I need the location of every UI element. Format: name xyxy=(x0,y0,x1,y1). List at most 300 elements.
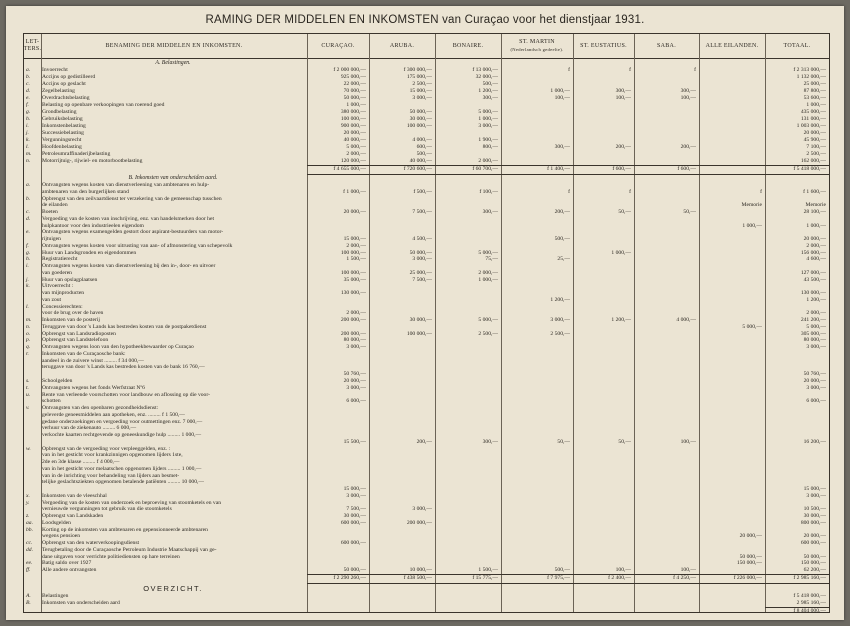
row-value: 4 000,— xyxy=(676,317,696,324)
row-value: 300,— xyxy=(554,144,570,150)
total-value: f 1 400,— xyxy=(547,166,570,172)
row-value: 7 500,— xyxy=(412,276,432,283)
row-value: 100,— xyxy=(680,95,696,101)
row-value: Memorie xyxy=(741,202,762,209)
row-value: 100 000,— xyxy=(406,330,432,337)
section-a-heading: A. Belastingen. xyxy=(155,60,191,66)
row-letter: i. xyxy=(26,263,29,270)
row-value: 2 000,— xyxy=(346,310,366,317)
row-letter: s. xyxy=(26,378,30,384)
row-letter: a. xyxy=(26,182,31,188)
row-value: f 100,— xyxy=(479,188,498,195)
row-value: f xyxy=(629,67,631,73)
overzicht-row xyxy=(24,593,829,600)
row-value: 20 000,— xyxy=(739,533,762,540)
row-value: 2 500,— xyxy=(412,81,432,87)
row-letter: c. xyxy=(26,209,30,216)
row-value: 6 000,— xyxy=(346,398,366,405)
row-description: Inkomstenbelasting xyxy=(42,123,86,129)
total-value: f 438 500,— xyxy=(403,575,432,581)
row-value: 3 000,— xyxy=(412,95,432,101)
total-value: f 226 000,— xyxy=(733,575,762,581)
header-curacao: CURAÇAO. xyxy=(321,42,355,49)
total-value: f 4 655 000,— xyxy=(333,166,366,172)
row-description: Ontvangsten wegens het fonds Werfstraat Nº6 xyxy=(42,384,145,391)
row-description: Successiebelasting xyxy=(42,130,84,136)
row-value: 2 500,— xyxy=(550,330,570,337)
row-value: 100,— xyxy=(680,438,696,445)
header-saba: SABA. xyxy=(656,42,676,49)
row-value: 15 000,— xyxy=(409,88,432,94)
row-description: ambtenaren van den burgerlijken stand xyxy=(42,188,129,195)
row-letter: b. xyxy=(26,74,31,80)
sum-rule xyxy=(307,174,829,175)
row-value: f xyxy=(760,188,762,195)
row-value: 5 000,— xyxy=(346,144,366,150)
row-description: Uitvoerrecht : xyxy=(42,283,74,290)
row-value: 50 000,— xyxy=(409,109,432,115)
table-row xyxy=(24,116,829,123)
row-description: Vergoeding van de kosten van inschrijving, enz. van handelsmerken door het xyxy=(42,215,215,222)
row-value: 32 000,— xyxy=(475,74,498,80)
row-value: 1 000,— xyxy=(550,88,570,94)
row-letter: w. xyxy=(26,445,31,452)
row-value: 600 000,— xyxy=(340,540,366,547)
table-row xyxy=(24,130,829,137)
row-description: Overdrachtsbelasting xyxy=(42,95,90,101)
row-description: Opbrengst van den waterverkoopingsdienst xyxy=(42,540,140,547)
row-description: van in de inrichting voor behandeling van lijders aan besmet- xyxy=(42,472,180,479)
row-letter: q. xyxy=(26,344,31,351)
row-letter: h. xyxy=(26,256,31,263)
row-value: 50 000,— xyxy=(409,249,432,256)
row-value: 62 200,— xyxy=(803,567,826,574)
row-description: Inkomsten van de Curaçaosche bank: xyxy=(42,350,126,357)
row-value: 156 000,— xyxy=(800,249,826,256)
row-value: 300,— xyxy=(680,88,696,94)
row-description: Inkomsten van onderscheiden aard xyxy=(42,600,120,606)
row-letter: j. xyxy=(26,276,29,283)
page-title: RAMING DER MIDDELEN EN INKOMSTEN van Curaçao voor het dienstjaar 1931. xyxy=(205,14,645,26)
row-value: 75,— xyxy=(485,256,498,263)
row-value: 175 000,— xyxy=(406,74,432,80)
table-row xyxy=(24,109,829,116)
row-value: 20 000,— xyxy=(803,378,826,384)
row-value: 7 100,— xyxy=(806,144,826,150)
row-description: van zout xyxy=(42,296,62,303)
row-value: 53 600,— xyxy=(803,95,826,101)
row-value: 1 003 000,— xyxy=(796,123,826,129)
row-value: 1 000,— xyxy=(806,102,826,108)
row-value: 16 200,— xyxy=(803,438,826,445)
row-value: 925 000,— xyxy=(340,74,366,80)
row-value: f xyxy=(629,188,631,195)
row-value: 3 000,— xyxy=(346,344,366,351)
row-value: 800,— xyxy=(482,144,498,150)
row-letter: f. xyxy=(26,102,29,108)
total-value: f 600,— xyxy=(677,166,696,172)
row-value: 5 000,— xyxy=(742,323,762,330)
row-letter: p. xyxy=(26,337,31,344)
row-value: 6 000,— xyxy=(806,398,826,405)
row-value: 200,— xyxy=(416,438,432,445)
row-description: Accijns op geslacht xyxy=(42,81,86,87)
header-st-martin-sub: (Nederlandsch gedeelte). xyxy=(510,47,564,52)
row-description: Opbrengst van Landsradioposten xyxy=(42,330,116,337)
table-row xyxy=(24,144,829,151)
row-value: f 2 313 000,— xyxy=(793,67,826,73)
row-description: Opbrengst van de vergoeding voor verpleeggelden, enz. : xyxy=(42,445,171,452)
row-value: 300,— xyxy=(482,209,498,216)
row-value: 1 000,— xyxy=(611,249,631,256)
row-letter: c. xyxy=(26,81,30,87)
row-value: 435 000,— xyxy=(800,109,826,115)
row-description: Opbrengst van Landskaden xyxy=(42,513,104,520)
row-value: 20 000,— xyxy=(343,209,366,216)
row-letter: u. xyxy=(26,391,31,398)
row-value: f xyxy=(694,67,696,73)
header-alle-eilanden: ALLE EILANDEN. xyxy=(705,42,759,49)
row-description: Opbrengst van den zeilvaartdienst ter verzekering van de gemeenschap tusschen xyxy=(42,195,222,202)
row-letter: m. xyxy=(26,317,32,324)
row-letter: ff. xyxy=(26,567,31,574)
table-row xyxy=(24,95,829,102)
header-aruba: ARUBA. xyxy=(389,42,415,49)
budget-table xyxy=(23,33,830,613)
row-value: 500,— xyxy=(416,151,432,157)
row-value: 100 000,— xyxy=(406,123,432,129)
row-value: 25 000,— xyxy=(803,81,826,87)
header-benaming: BENAMING DER MIDDELEN EN INKOMSTEN. xyxy=(105,42,243,49)
row-letter: k. xyxy=(26,283,30,290)
row-value: 2 000,— xyxy=(346,242,366,249)
row-value: 40 000,— xyxy=(343,137,366,143)
total-value: f 600,— xyxy=(612,166,631,172)
row-value: 300,— xyxy=(615,88,631,94)
row-description: Registratierecht xyxy=(42,256,78,263)
row-description: Teruggave van door 's Lands kas bestreden kosten van de postpaketdienst xyxy=(42,323,207,330)
row-value: f 2 000 000,— xyxy=(333,67,366,73)
row-description: Schoolgelden xyxy=(42,378,73,384)
row-value: 50,— xyxy=(618,209,631,216)
row-letter: l. xyxy=(26,303,29,310)
row-value: 20 000,— xyxy=(343,378,366,384)
row-value: f 1 000,— xyxy=(343,188,366,195)
row-letter: n. xyxy=(26,323,31,330)
table-row xyxy=(24,137,829,144)
row-description: Ontvangsten wegens kosten voor uitrusting van aan- of afmonstering van schepevolk xyxy=(42,242,233,249)
table-row xyxy=(24,151,829,158)
row-value: f 500,— xyxy=(413,188,432,195)
row-letter: z. xyxy=(26,513,30,520)
row-value: f 13 000,— xyxy=(472,67,498,73)
row-value: 130 000,— xyxy=(340,290,366,297)
row-description: teruggave van door 's Lands kas bestreden kosten van de bank 16 760,— xyxy=(42,364,205,371)
total-value: f 4 250,— xyxy=(673,575,696,581)
row-value: 3 000,— xyxy=(806,344,826,351)
row-value: 500,— xyxy=(554,236,570,243)
row-value: 1 000,— xyxy=(346,102,366,108)
row-value: 162 000,— xyxy=(800,158,826,164)
row-value: 50 000,— xyxy=(803,553,826,560)
total-value: f 2 985 160,— xyxy=(793,575,826,581)
row-letter: v. xyxy=(26,405,30,412)
row-description: van in het gesticht voor krankzinnigen opgenomen lijders 1ste, xyxy=(42,452,183,459)
row-value: 1 500,— xyxy=(346,256,366,263)
row-description: verhuur van de ziekenauto ......... 6 000,— xyxy=(42,425,137,432)
row-value: 100,— xyxy=(615,567,631,574)
row-letter: d. xyxy=(26,88,31,94)
row-value: 7 500,— xyxy=(346,506,366,513)
row-letter: i. xyxy=(26,123,29,129)
row-description: telijke geslachtsziekten opgenomen betalende patiënten ......... 10 000,— xyxy=(42,479,205,486)
section-b-heading: B. Inkomsten van onderscheiden aard. xyxy=(128,175,218,181)
row-description: Ontvangsten wegens loon van den hypotheekbewaarder op Curaçao xyxy=(42,344,194,351)
row-value: 25,— xyxy=(557,256,570,263)
row-value: 30 000,— xyxy=(409,317,432,324)
row-value: 30 000,— xyxy=(409,116,432,122)
row-value: 15 500,— xyxy=(343,438,366,445)
row-description: Belastingen xyxy=(42,593,69,599)
grand-total-value: f 8 404 000,— xyxy=(793,608,826,614)
row-letter: t. xyxy=(26,384,29,391)
row-value: 2 000,— xyxy=(346,151,366,157)
row-description: schotten xyxy=(42,398,61,405)
row-value: 22 000,— xyxy=(343,81,366,87)
row-description: Huur van opslagplaatsen xyxy=(42,276,98,283)
row-value: 50 000,— xyxy=(343,567,366,574)
row-value: 15 000,— xyxy=(343,236,366,243)
total-value: f 2 400,— xyxy=(608,575,631,581)
row-letter: A. xyxy=(26,593,31,599)
row-letter: d. xyxy=(26,215,31,222)
row-value: 3 000,— xyxy=(478,123,498,129)
row-description: Batig saldo over 1927 xyxy=(42,560,92,567)
row-value: 50 000,— xyxy=(343,95,366,101)
row-value: 5 000,— xyxy=(806,323,826,330)
row-value: 10 500,— xyxy=(803,506,826,513)
row-value: 50 760,— xyxy=(343,371,366,378)
row-letter: r. xyxy=(26,350,29,357)
row-value: 300,— xyxy=(482,438,498,445)
row-value: 2 000,— xyxy=(478,158,498,164)
row-value: 305 000,— xyxy=(800,330,826,337)
row-value: 50,— xyxy=(683,209,696,216)
row-value: 45 900,— xyxy=(803,137,826,143)
header-st-martin-label: ST. MARTIN xyxy=(519,39,555,45)
row-value: 20 000,— xyxy=(343,130,366,136)
row-description: Zegelbelasting xyxy=(42,88,75,94)
total-value: f 2 290 260,— xyxy=(333,575,366,581)
row-description: Korting op de inkomsten van ambtenaren en gepensionneerde ambtenaren xyxy=(42,526,208,533)
total-value: f 5 418 000,— xyxy=(793,166,826,172)
row-description: dane uitgaven voor verrichte politiediensten op hare terreinen xyxy=(42,553,180,560)
row-value: 3 000,— xyxy=(412,506,432,513)
row-value: 50,— xyxy=(557,438,570,445)
header-totaal: TOTAAL. xyxy=(783,42,811,49)
row-description: verkochte kaarten rechtgevende op geneeskundige hulp ......... 1 000,— xyxy=(42,432,202,439)
header-st-eustatius: ST. EUSTATIUS. xyxy=(580,42,627,49)
row-description: Belasting op openbare verkoopingen van roerend goed xyxy=(42,102,165,108)
row-description: 2de en 3de klasse ......... f 4 000,— xyxy=(42,459,120,466)
row-value: 200,— xyxy=(615,144,631,150)
row-value: 25 000,— xyxy=(409,269,432,276)
row-value: 35 000,— xyxy=(343,276,366,283)
row-description: de eilanden xyxy=(42,202,68,209)
row-description: Hoofdenbelasting xyxy=(42,144,82,150)
row-description: Ontvangsten wegens kosten van dienstverleening van ambtenaren en hulp- xyxy=(42,182,210,188)
table-row xyxy=(24,88,829,95)
row-value: f 300 000,— xyxy=(403,67,432,73)
row-value: 120 000,— xyxy=(340,158,366,164)
row-value: 100 000,— xyxy=(340,116,366,122)
header-letters: LET- TERS. xyxy=(23,39,42,52)
row-value: 131 000,— xyxy=(800,116,826,122)
total-row-b xyxy=(24,575,829,582)
total-value: f 60 700,— xyxy=(472,166,498,172)
row-value: 2 985 160,— xyxy=(796,600,826,606)
row-letter: a. xyxy=(26,67,31,73)
row-value: f 5 418 000,— xyxy=(793,593,826,599)
row-description: wegens pensioen xyxy=(42,533,81,540)
row-description: Inkomsten van de posterij xyxy=(42,317,100,324)
row-description: Petroleumraffinaderijbelasting xyxy=(42,151,111,157)
row-description: Inkomsten van de vleeschhal xyxy=(42,492,107,499)
row-description: van goederen xyxy=(42,269,72,276)
row-value: 500,— xyxy=(482,81,498,87)
row-description: Alle andere ontvangsten xyxy=(42,567,97,574)
row-value: 3 000,— xyxy=(806,384,826,391)
row-description: Vergoeding van de kosten van onderzoek en beproeving van stoomketels en van xyxy=(42,499,221,506)
row-description: Concessierechten: xyxy=(42,303,83,310)
row-value: 5 000,— xyxy=(478,249,498,256)
row-value: 1 500,— xyxy=(478,567,498,574)
row-description: Opbrengst van Landstelefoon xyxy=(42,337,109,344)
row-value: 200 000,— xyxy=(340,317,366,324)
row-value: 150 000,— xyxy=(800,560,826,567)
row-value: 3 000,— xyxy=(550,317,570,324)
total-row-a xyxy=(24,166,829,173)
row-letter: y. xyxy=(26,499,30,506)
row-value: 20 000,— xyxy=(803,130,826,136)
row-value: 4 500,— xyxy=(412,236,432,243)
row-value: 200 000,— xyxy=(340,330,366,337)
grand-total-row xyxy=(24,608,829,615)
row-value: 1 200,— xyxy=(611,317,631,324)
row-value: 10 000,— xyxy=(409,567,432,574)
row-value: 80 000,— xyxy=(343,337,366,344)
row-description: Boeten xyxy=(42,209,58,216)
row-value: 1 200,— xyxy=(478,88,498,94)
row-description: Ontvangsten van den openbaren gezondheidsdienst: xyxy=(42,405,159,412)
table-row xyxy=(24,81,829,88)
row-value: f xyxy=(568,188,570,195)
row-value: 70 000,— xyxy=(343,88,366,94)
row-letter: dd. xyxy=(26,546,33,553)
row-value: 30 000,— xyxy=(803,513,826,520)
row-letter: m. xyxy=(26,151,32,157)
row-value: 1 000,— xyxy=(742,222,762,229)
row-description: gedane onderzoekingen en vergoeding voor outmettingen enz. 7 000,— xyxy=(42,418,203,425)
row-letter: aa. xyxy=(26,519,33,526)
row-description: Motorrijtuig-, rijwiel- en motorbootbelasting xyxy=(42,158,143,164)
header-st-martin xyxy=(501,34,573,58)
row-value: 4 600,— xyxy=(806,256,826,263)
row-description: Invoerrecht xyxy=(42,67,68,73)
row-value: 50 000,— xyxy=(739,553,762,560)
row-value: 2 500,— xyxy=(806,151,826,157)
header-divider xyxy=(24,58,829,59)
row-value: 7 500,— xyxy=(412,209,432,216)
row-value: 900 000,— xyxy=(340,123,366,129)
row-value: 20 000,— xyxy=(803,533,826,540)
total-value: f 7 975,— xyxy=(547,575,570,581)
row-value: 300,— xyxy=(482,95,498,101)
row-value: 2 500,— xyxy=(478,330,498,337)
row-value: 3 000,— xyxy=(806,492,826,499)
row-description: Accijns op gedistilleerd xyxy=(42,74,96,80)
row-value: 3 000,— xyxy=(412,256,432,263)
row-value: 15 000,— xyxy=(803,486,826,493)
row-value: 800 000,— xyxy=(800,519,826,526)
table-row xyxy=(24,102,829,109)
row-value: 1 000,— xyxy=(478,116,498,122)
row-value: 1 200,— xyxy=(550,296,570,303)
row-letter: cc. xyxy=(26,540,33,547)
row-letter: ee. xyxy=(26,560,33,567)
row-letter: B. xyxy=(26,600,31,606)
row-value: 100 000,— xyxy=(340,269,366,276)
table-row xyxy=(24,158,829,165)
row-letter: n. xyxy=(26,158,31,164)
row-value: 380 000,— xyxy=(340,109,366,115)
row-value: 2 000,— xyxy=(806,310,826,317)
row-value: 40 000,— xyxy=(409,158,432,164)
row-value: 600 000,— xyxy=(340,519,366,526)
row-value: f 1 600,— xyxy=(803,188,826,195)
row-value: 3 000,— xyxy=(346,384,366,391)
row-value: 1 000,— xyxy=(478,276,498,283)
row-value: 4 000,— xyxy=(412,137,432,143)
row-value: Memorie xyxy=(805,202,826,209)
row-value: 1 132 000,— xyxy=(796,74,826,80)
row-letter: bb. xyxy=(26,526,33,533)
row-value: 200 000,— xyxy=(406,519,432,526)
row-description: voor de brug over de haven xyxy=(42,310,104,317)
row-value: 15 000,— xyxy=(343,486,366,493)
row-value: 1 000,— xyxy=(806,222,826,229)
row-description: Huur van Landsgronden en eigendommen xyxy=(42,249,137,256)
sum-rule xyxy=(307,583,829,584)
row-value: 1 900,— xyxy=(478,137,498,143)
table-row xyxy=(24,123,829,130)
row-letter: o. xyxy=(26,330,31,337)
row-letter: e. xyxy=(26,95,30,101)
row-value: 150 000,— xyxy=(736,560,762,567)
total-value: f 720 600,— xyxy=(403,166,432,172)
row-value: 43 500,— xyxy=(803,276,826,283)
row-value: 100,— xyxy=(615,95,631,101)
row-value: 30 000,— xyxy=(343,513,366,520)
row-value: 5 000,— xyxy=(478,109,498,115)
row-letter: b. xyxy=(26,195,31,202)
row-value: 28 100,— xyxy=(803,209,826,216)
table-row xyxy=(24,67,829,74)
row-value: 2 000,— xyxy=(478,269,498,276)
row-value: f xyxy=(568,67,570,73)
row-letter: j. xyxy=(26,130,29,136)
row-value: 3 000,— xyxy=(346,492,366,499)
